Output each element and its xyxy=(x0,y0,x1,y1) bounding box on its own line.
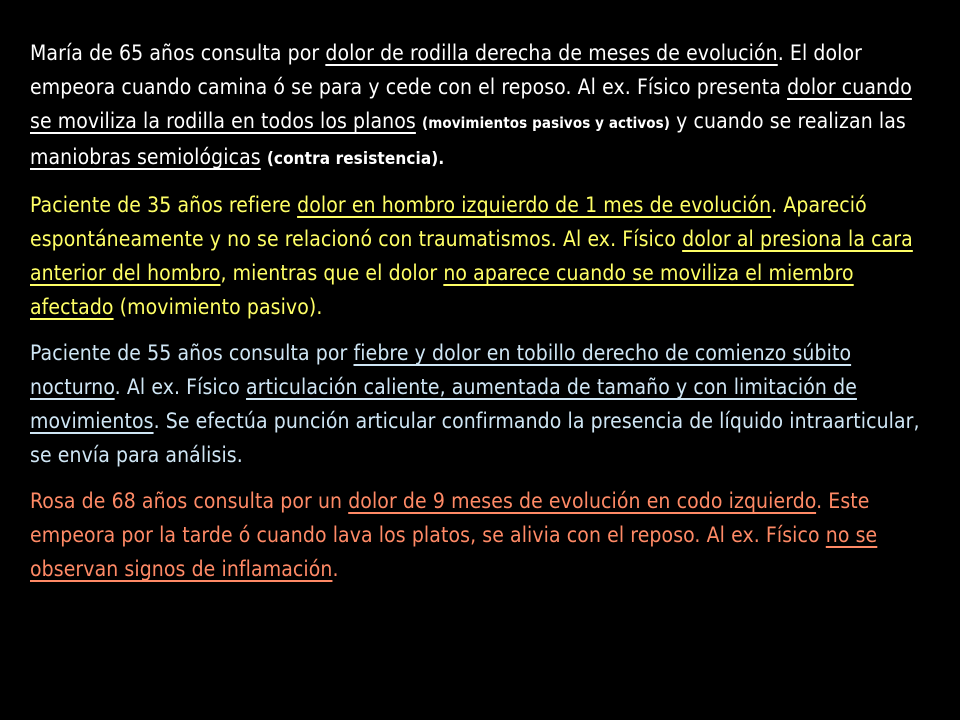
case-paragraph-ankle xyxy=(30,336,930,472)
case-note: (contra resistencia). xyxy=(266,149,445,169)
case-note: (movimientos pasivos y activos) xyxy=(421,114,671,132)
case-text: (movimiento pasivo). xyxy=(113,295,323,319)
case-text: Rosa de 68 años consulta por un xyxy=(30,489,349,513)
case-text: y cuando se realizan las xyxy=(670,109,906,133)
case-paragraph-rosa xyxy=(30,484,930,586)
case-highlight: dolor de 9 meses de evolución en codo izquierdo xyxy=(348,489,817,513)
case-highlight: no se observan signos de inflamación xyxy=(30,523,878,581)
case-highlight: dolor de rodilla derecha de meses de evolución xyxy=(325,41,778,65)
case-text: Paciente de 55 años consulta por xyxy=(30,341,354,365)
case-paragraph-maria xyxy=(30,36,930,176)
case-highlight: articulación caliente, aumentada de tamaño y con limitación de movimientos xyxy=(30,375,857,433)
case-highlight: dolor en hombro izquierdo de 1 mes de evolución xyxy=(297,193,772,217)
case-text: . Al ex. Físico xyxy=(114,375,247,399)
case-highlight: fiebre y dolor en tobillo derecho de comienzo súbito nocturno xyxy=(30,341,852,399)
case-text: María de 65 años consulta por xyxy=(30,41,326,65)
case-text: . Este empeora por la tarde ó cuando lava los platos, se alivia con el reposo. Al ex. Físico xyxy=(30,489,870,547)
case-highlight: dolor cuando se moviliza la rodilla en todos los planos xyxy=(30,75,912,133)
case-text: , mientras que el dolor xyxy=(220,261,444,285)
case-highlight: dolor al presiona la cara anterior del hombro xyxy=(30,227,913,285)
case-highlight: maniobras semiológicas xyxy=(30,145,261,169)
case-text: . Apareció espontáneamente y no se relacionó con traumatismos. Al ex. Físico xyxy=(30,193,867,251)
case-paragraph-shoulder xyxy=(30,188,930,324)
case-text: . xyxy=(332,557,339,581)
case-text: Paciente de 35 años refiere xyxy=(30,193,298,217)
case-highlight: no aparece cuando se moviliza el miembro afectado xyxy=(30,261,854,319)
case-text: . El dolor empeora cuando camina ó se para y cede con el reposo. Al ex. Físico presenta xyxy=(30,41,863,99)
slide-content xyxy=(30,36,930,598)
case-text: . Se efectúa punción articular confirmando la presencia de líquido intraarticular, se envía para análisis. xyxy=(30,409,920,467)
